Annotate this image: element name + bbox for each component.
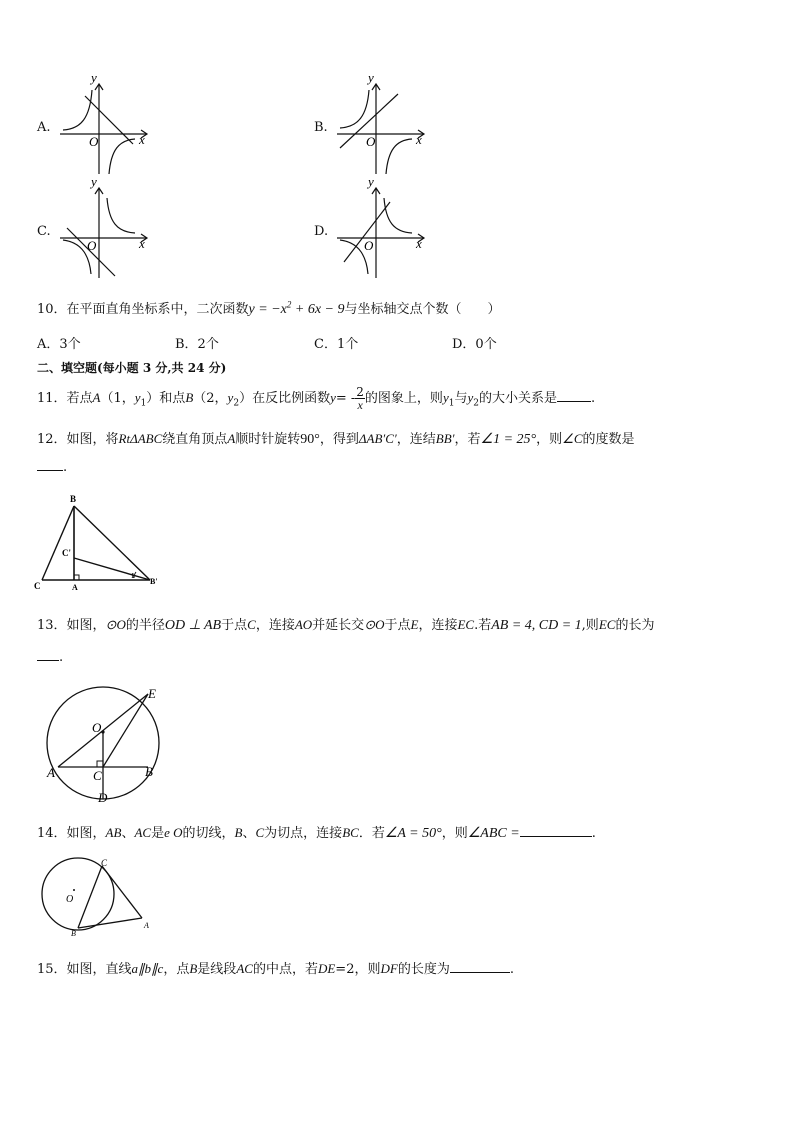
option-a-label: A. <box>37 120 51 135</box>
q10-option-b: B．2个 <box>175 337 219 352</box>
question-13: 13．如图，⊙O的半径OD ⊥ AB于点C，连接AO并延长交⊙O于点E，连接EC.若AB = 4, CD = 1,则EC的长为 <box>37 617 655 633</box>
svg-text:C: C <box>34 581 41 591</box>
graph-option-a <box>55 70 165 178</box>
origin-label: O <box>366 134 376 149</box>
q15-answer-blank[interactable] <box>450 960 510 973</box>
axis-x-label: x <box>139 236 145 251</box>
svg-text:B': B' <box>150 577 158 586</box>
section-title: 二、填空题(每小题 3 分,共 24 分) <box>37 361 227 375</box>
question-10: 10．在平面直角坐标系中，二次函数$y = -x^2 + 6x - 9$与坐标轴交点个数（ ） <box>37 299 501 317</box>
q12-answer-line: . <box>37 458 67 475</box>
origin-label: O <box>87 238 97 253</box>
axis-x-label: x <box>416 132 422 147</box>
svg-text:B: B <box>71 929 76 938</box>
svg-text:A: A <box>144 921 149 930</box>
figure-14 <box>38 856 168 940</box>
svg-text:A: A <box>47 765 55 780</box>
question-11: 11．若点A（1，$y_1$）和点B（2，$y_2$）在反比例函数y= - $\frac{2}{x}$ 的图象上，则$y_1$与$y_2$的大小关系是 . <box>37 385 596 412</box>
origin-label: O <box>89 134 99 149</box>
q10-option-d: D．0个 <box>452 337 497 352</box>
option-b-label: B. <box>314 120 328 135</box>
graph-option-d <box>332 174 442 282</box>
figure-12 <box>32 492 162 592</box>
axis-y-label: y <box>368 70 374 85</box>
svg-text:A: A <box>72 583 78 592</box>
q12-answer-blank[interactable] <box>37 458 63 471</box>
axis-y-label: y <box>368 174 374 189</box>
question-12: 12．如图，将RtΔABC绕直角顶点A顺时针旋转90°，得到ΔAB′C′，连结BB′，若∠1 = 25°，则∠C的度数是 <box>37 431 635 447</box>
figure-13 <box>40 684 170 806</box>
q11-fraction: $\frac{2}{x}$ <box>356 385 364 412</box>
q14-answer-blank[interactable] <box>520 824 592 837</box>
question-15: 15．如图，直线a∥b∥c，点B是线段AC的中点，若DE=2，则DF的长度为 . <box>37 961 514 977</box>
axis-y-label: y <box>91 174 97 189</box>
q10-option-c: C．1个 <box>314 337 359 352</box>
svg-text:C': C' <box>62 548 71 558</box>
svg-text:B: B <box>145 764 153 779</box>
graph-option-b <box>332 70 442 178</box>
q11-answer-blank[interactable] <box>557 389 591 402</box>
question-14: 14．如图，AB、AC是e O的切线，B、C为切点，连接BC．若∠A = 50°，则∠ABC = . <box>37 825 596 841</box>
svg-text:1: 1 <box>131 572 135 580</box>
q13-answer-line: . <box>37 648 63 665</box>
option-d-label: D. <box>314 224 329 239</box>
axis-x-label: x <box>416 236 422 251</box>
svg-text:O: O <box>92 720 102 735</box>
axis-x-label: x <box>139 132 145 147</box>
svg-text:B: B <box>70 494 77 504</box>
svg-text:O: O <box>66 894 74 905</box>
origin-label: O <box>364 238 374 253</box>
svg-text:C: C <box>101 858 108 868</box>
svg-text:C: C <box>93 768 102 783</box>
svg-text:E: E <box>148 686 156 701</box>
q10-formula: $y = -x^2 + 6x - 9$ <box>248 299 345 317</box>
graph-option-c <box>55 174 165 282</box>
q10-option-a: A．3个 <box>37 337 81 352</box>
svg-text:D: D <box>98 790 108 805</box>
option-c-label: C. <box>37 224 51 239</box>
axis-y-label: y <box>91 70 97 85</box>
q13-answer-blank[interactable] <box>37 648 59 661</box>
